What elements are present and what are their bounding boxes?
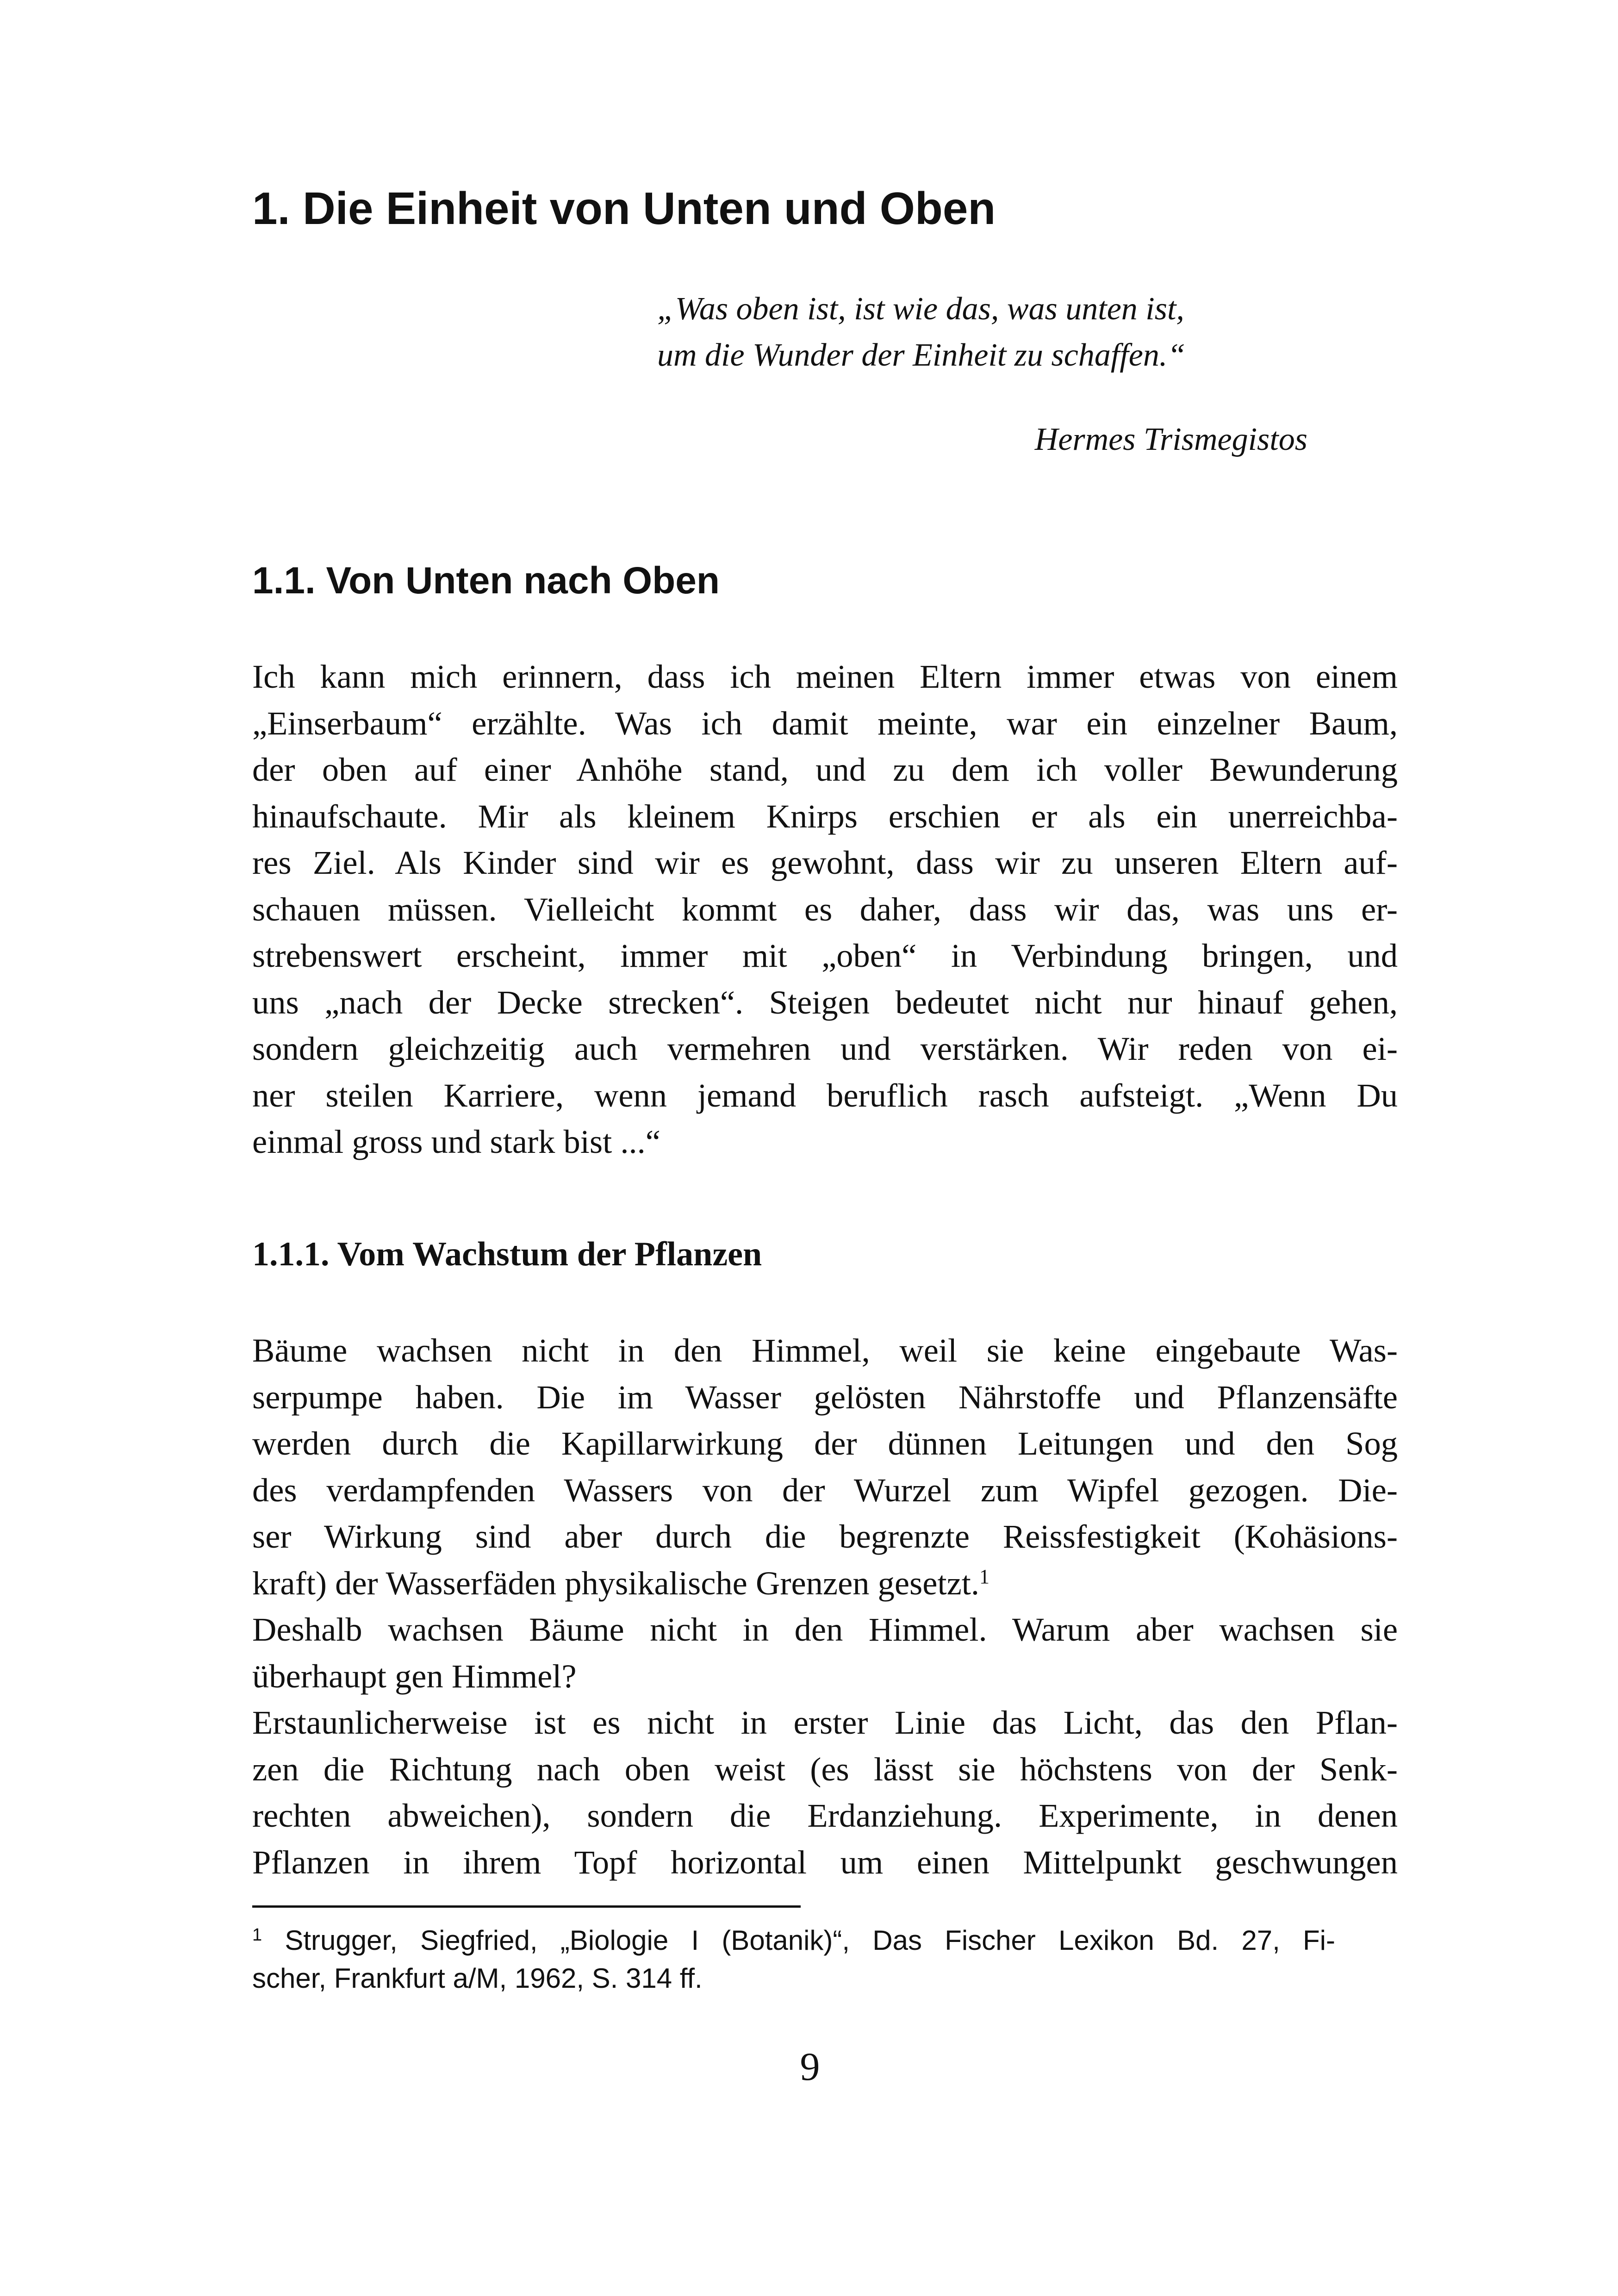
text-line: ser Wirkung sind aber durch die begrenzte Reissfestigkeit (Kohäsions- [252, 1518, 1398, 1555]
footnote-reference[interactable]: 1 [979, 1565, 990, 1588]
chapter-title: 1. Die Einheit von Unten und Oben [252, 183, 996, 234]
text-line: der oben auf einer Anhöhe stand, und zu dem ich voller Bewunderung [252, 751, 1398, 788]
text-line: rechten abweichen), sondern die Erdanziehung. Experimente, in denen [252, 1797, 1398, 1834]
epigraph-line: um die Wunder der Einheit zu schaffen.“ [657, 337, 1186, 373]
footnote-marker: 1 [252, 1925, 262, 1945]
text-line-with-footnote [252, 1560, 1398, 1607]
text-line: Pflanzen in ihrem Topf horizontal um einen Mittelpunkt geschwungen [252, 1843, 1398, 1881]
text-line: serpumpe haben. Die im Wasser gelösten Nährstoffe und Pflanzensäfte [252, 1378, 1398, 1416]
text-line: uns „nach der Decke strecken“. Steigen bedeutet nicht nur hinauf gehen, [252, 983, 1398, 1021]
section-title: 1.1. Von Unten nach Oben [252, 560, 720, 602]
text-line: kraft) der Wasserfäden physikalische Grenzen gesetzt. [252, 1564, 980, 1602]
text-line: Ich kann mich erinnern, dass ich meinen Eltern immer etwas von einem [252, 658, 1398, 695]
text-line: werden durch die Kapillarwirkung der dünnen Leitungen und den Sog [252, 1425, 1398, 1462]
epigraph-line: „Was oben ist, ist wie das, was unten ist, [657, 291, 1184, 327]
subsection-paragraph [252, 1327, 1398, 1885]
epigraph-quote [657, 286, 1379, 379]
text-line: res Ziel. Als Kinder sind wir es gewohnt, dass wir zu unseren Eltern auf- [252, 844, 1398, 881]
text-line: strebenswert erscheint, immer mit „oben“ in Verbindung bringen, und [252, 937, 1398, 974]
text-line: sondern gleichzeitig auch vermehren und verstärken. Wir reden von ei- [252, 1030, 1398, 1067]
epigraph-author: Hermes Trismegistos [1034, 422, 1307, 457]
text-line: Bäume wachsen nicht in den Himmel, weil sie keine eingebaute Was- [252, 1332, 1398, 1369]
text-line: überhaupt gen Himmel? [252, 1657, 577, 1695]
text-line: hinaufschaute. Mir als kleinem Knirps erschien er als ein unerreichba- [252, 797, 1398, 835]
text-line: „Einserbaum“ erzählte. Was ich damit meinte, war ein einzelner Baum, [252, 704, 1398, 742]
section-paragraph [252, 653, 1398, 1165]
text-line: schauen müssen. Vielleicht kommt es daher, dass wir das, was uns er- [252, 890, 1398, 928]
page-number: 9 [800, 2044, 820, 2089]
text-line: des verdampfenden Wassers von der Wurzel zum Wipfel gezogen. Die- [252, 1471, 1398, 1509]
footnote-text: Strugger, Siegfried, „Biologie I (Botanik)“, Das Fischer Lexikon Bd. 27, Fi- [262, 1925, 1335, 1956]
text-line: zen die Richtung nach oben weist (es lässt sie höchstens von der Senk- [252, 1750, 1398, 1788]
text-line: Erstaunlicherweise ist es nicht in erster Linie das Licht, das den Pflan- [252, 1704, 1398, 1741]
text-line: einmal gross und stark bist ...“ [252, 1123, 660, 1160]
footnote [252, 1922, 1335, 1997]
text-line: ner steilen Karriere, wenn jemand beruflich rasch aufsteigt. „Wenn Du [252, 1076, 1398, 1114]
footnote-line: scher, Frankfurt a/M, 1962, S. 314 ff. [252, 1963, 703, 1994]
text-line: Deshalb wachsen Bäume nicht in den Himmel. Warum aber wachsen sie [252, 1611, 1398, 1648]
subsection-title: 1.1.1. Vom Wachstum der Pflanzen [252, 1235, 762, 1273]
footnote-separator [252, 1905, 801, 1908]
footnote-line [252, 1922, 1335, 1960]
